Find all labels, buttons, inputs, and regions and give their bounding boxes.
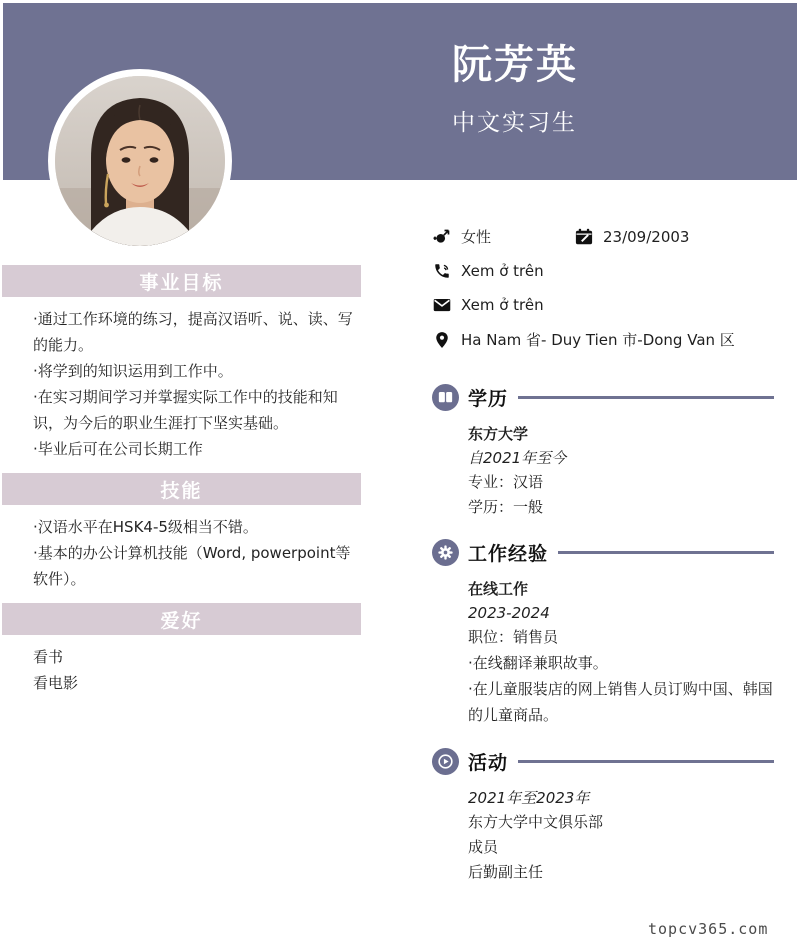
objective-item: ·毕业后可在公司长期工作 (33, 440, 203, 458)
activities-org: 东方大学中文俱乐部 (468, 813, 604, 831)
contact-row-address (433, 329, 778, 350)
experience-position: 职位：销售员 (468, 628, 559, 646)
hobbies-title: 爱好 (160, 609, 203, 632)
education-header (432, 384, 774, 411)
education-school: 东方大学 (468, 425, 529, 443)
hobbies-body (2, 635, 361, 707)
gender-icon (433, 228, 451, 246)
experience-employer: 在线工作 (468, 580, 529, 598)
objective-item: ·通过工作环境的练习，提高汉语听、说、读、写的能力。 (33, 310, 353, 354)
birthday-value: 23/09/2003 (603, 227, 690, 246)
book-icon (432, 384, 459, 411)
education-major: 专业：汉语 (468, 473, 544, 491)
experience-item: ·在儿童服装店的网上销售人员订购中国、韩国的儿童商品。 (468, 680, 773, 724)
gender-value: 女性 (461, 228, 492, 246)
skill-item: ·汉语水平在HSK4-5级相当不错。 (33, 518, 258, 536)
email-icon (433, 296, 451, 314)
skills-title: 技能 (160, 479, 203, 502)
activities-header (432, 748, 774, 775)
skills-body (2, 505, 361, 603)
activities-body (468, 786, 774, 885)
left-column (2, 265, 361, 707)
address-value: Ha Nam 省- Duy Tien 市-Dong Van 区 (461, 331, 735, 349)
objective-item: ·在实习期间学习并掌握实际工作中的技能和知识，为今后的职业生涯打下坚实基础。 (33, 388, 338, 432)
gear-icon (432, 539, 459, 566)
contact-row-phone (433, 261, 778, 281)
experience-item: ·在线翻译兼职故事。 (468, 654, 608, 672)
objective-title: 事业目标 (139, 271, 224, 294)
location-pin-icon (433, 331, 451, 349)
activities-section (432, 748, 774, 885)
activities-period: 2021年至2023年 (468, 789, 590, 807)
watermark: topcv365.com (648, 920, 769, 938)
education-degree: 学历：一般 (468, 498, 544, 516)
calendar-icon (575, 228, 593, 246)
experience-section (432, 539, 774, 728)
portrait-photo-illustration (55, 76, 225, 246)
section-band-skills (2, 473, 361, 505)
skill-item: ·基本的办公计算机技能（Word, powerpoint等软件）。 (33, 544, 351, 588)
contact-row-email (433, 295, 778, 315)
contact-block (433, 226, 778, 364)
name-block (452, 42, 578, 137)
education-title: 学历 (468, 388, 509, 410)
experience-period: 2023-2024 (468, 604, 550, 622)
experience-body (468, 577, 774, 728)
hobby-item: 看电影 (33, 674, 79, 692)
section-band-objective (2, 265, 361, 297)
objective-body (2, 297, 361, 473)
candidate-job-title: 中文实习生 (452, 110, 577, 136)
activities-role2: 后勤副主任 (468, 863, 544, 881)
experience-divider (558, 551, 774, 554)
phone-value: Xem ở trên (461, 262, 544, 280)
play-icon (432, 748, 459, 775)
activities-role: 成员 (468, 838, 499, 856)
avatar (48, 69, 232, 253)
education-divider (518, 396, 774, 399)
education-period: 自2021年至今 (468, 449, 567, 467)
activities-title: 活动 (468, 752, 509, 774)
activities-divider (518, 760, 774, 763)
phone-icon (433, 262, 451, 280)
experience-header (432, 539, 774, 566)
education-body (468, 422, 774, 520)
education-section (432, 384, 774, 520)
email-value: Xem ở trên (461, 296, 544, 314)
experience-title: 工作经验 (468, 543, 549, 565)
hobby-item: 看书 (33, 648, 64, 666)
contact-row-gender-birthday (433, 226, 778, 247)
candidate-name: 阮芳英 (452, 42, 578, 88)
section-band-hobbies (2, 603, 361, 635)
objective-item: ·将学到的知识运用到工作中。 (33, 362, 233, 380)
